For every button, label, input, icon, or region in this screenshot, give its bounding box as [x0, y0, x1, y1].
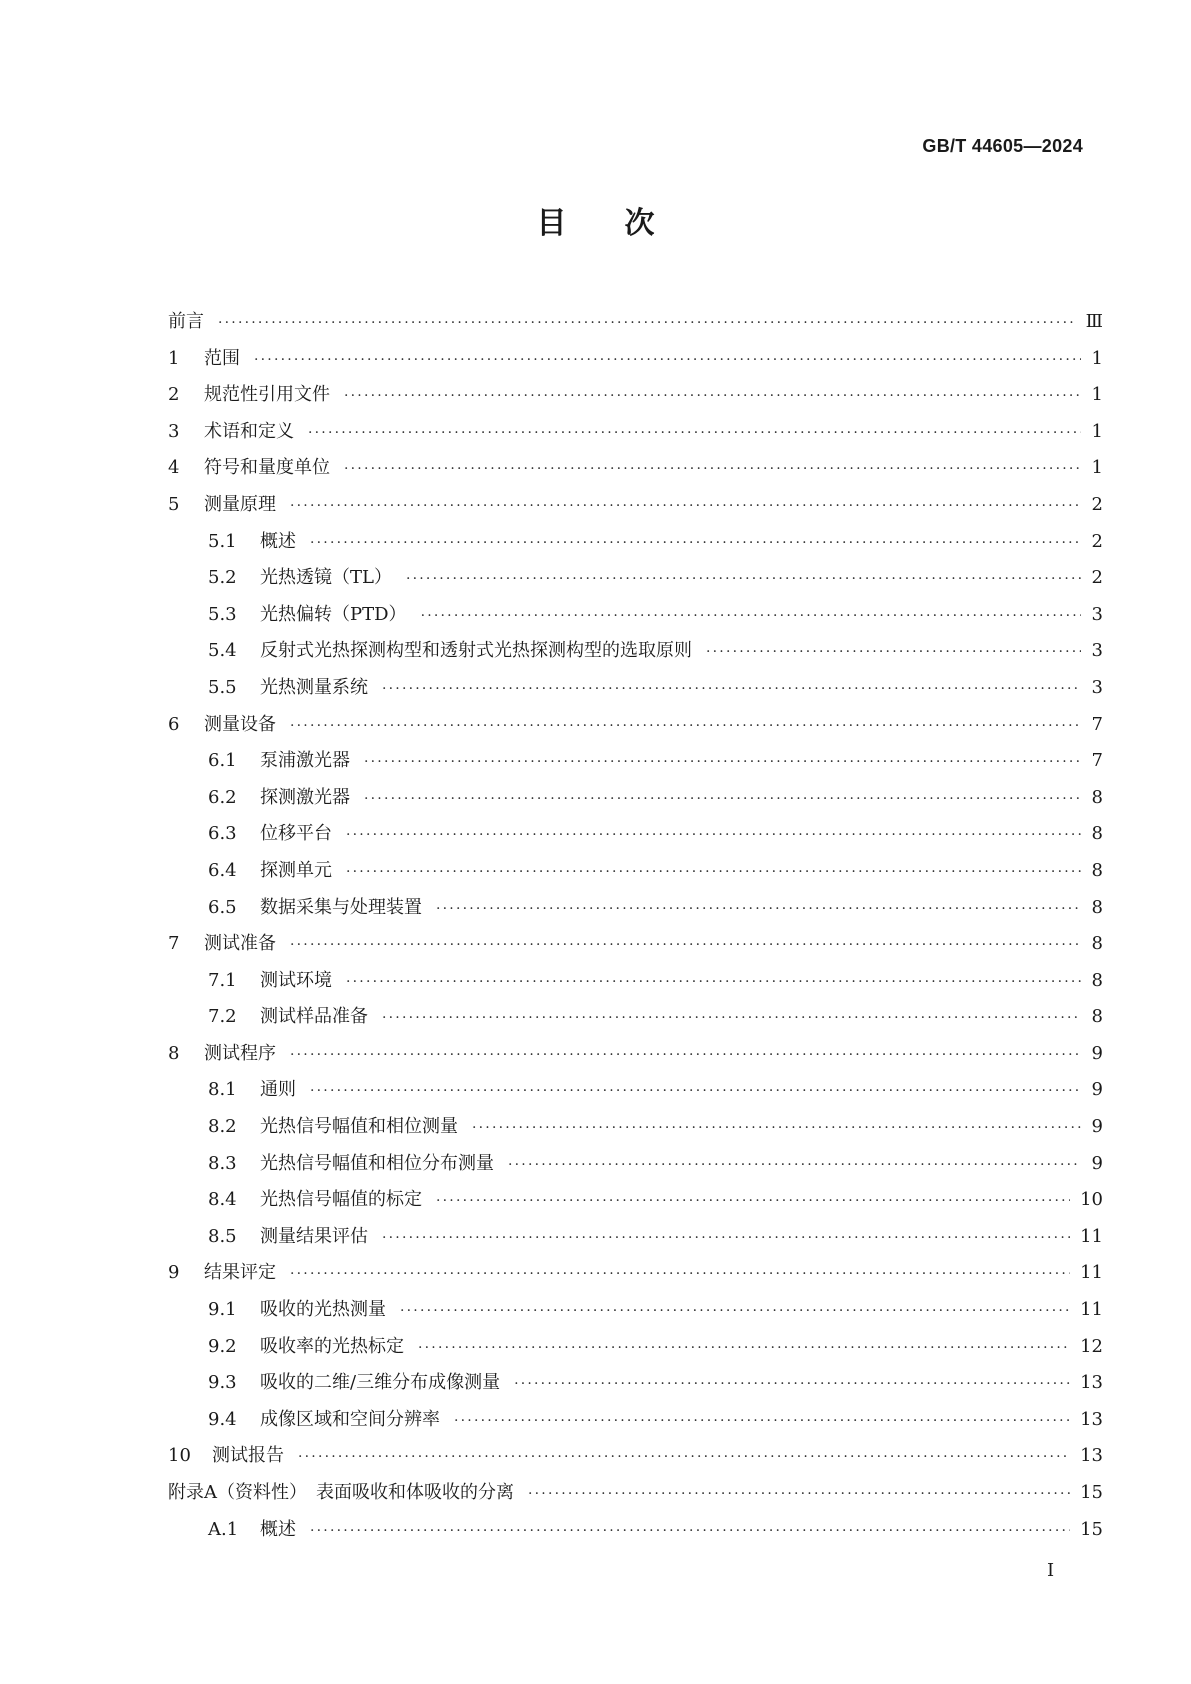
toc-dot-leader — [514, 1366, 1070, 1403]
toc-entry-page: 13 — [1080, 1372, 1103, 1394]
toc-entry[interactable] — [168, 377, 1103, 414]
toc-entry-title: 规范性引用文件 — [204, 384, 330, 406]
toc-entry-number: 7.1 — [208, 969, 237, 991]
toc-entry[interactable] — [168, 1329, 1103, 1366]
toc-entry-page: 12 — [1080, 1335, 1103, 1357]
toc-dot-leader — [290, 708, 1081, 745]
toc-entry-title: 测试报告 — [212, 1445, 284, 1467]
toc-dot-leader — [290, 1256, 1070, 1293]
toc-entry[interactable] — [168, 1512, 1103, 1549]
toc-entry-page: 15 — [1080, 1482, 1103, 1503]
toc-entry-title: 反射式光热探测构型和透射式光热探测构型的选取原则 — [260, 640, 692, 662]
toc-dot-leader — [346, 964, 1081, 1001]
toc-entry-title: 泵浦激光器 — [260, 750, 350, 772]
toc-entry[interactable] — [168, 890, 1103, 927]
toc-dot-leader — [344, 378, 1081, 415]
toc-dot-leader — [454, 1403, 1070, 1440]
toc-entry-number: 6.3 — [208, 823, 237, 845]
standard-code: GB/T 44605—2024 — [922, 136, 1083, 156]
toc-dot-leader — [421, 598, 1081, 635]
toc-entry-number: 5.1 — [208, 530, 237, 552]
toc-entry-page: 1 — [1091, 347, 1103, 369]
toc-entry-page: 8 — [1091, 969, 1103, 991]
toc-entry[interactable] — [168, 341, 1103, 378]
toc-dot-leader — [310, 1073, 1081, 1110]
toc-dot-leader — [528, 1476, 1070, 1513]
toc-entry-page: 3 — [1091, 676, 1103, 698]
toc-dot-leader — [254, 342, 1081, 379]
toc-entry[interactable] — [168, 1292, 1103, 1329]
toc-entry-number: 1 — [168, 347, 180, 369]
toc-dot-leader — [290, 927, 1081, 964]
toc-dot-leader — [472, 1110, 1081, 1147]
toc-entry-number: 9.4 — [208, 1408, 237, 1430]
toc-entry-title: 吸收率的光热标定 — [260, 1335, 404, 1357]
toc-entry[interactable] — [168, 1036, 1103, 1073]
toc-entry[interactable] — [168, 487, 1103, 524]
toc-dot-leader — [508, 1147, 1081, 1184]
toc-entry-number: 5 — [168, 493, 180, 515]
toc-entry-number: 8.2 — [208, 1116, 237, 1138]
toc-entry[interactable] — [168, 1365, 1103, 1402]
toc-entry-number: 7 — [168, 933, 180, 955]
toc-entry-number: 9.1 — [208, 1299, 237, 1321]
toc-entry-number: 6.1 — [208, 750, 237, 772]
toc-entry[interactable] — [168, 1475, 1103, 1512]
toc-entry-page: 15 — [1080, 1518, 1103, 1540]
toc-dot-leader — [218, 305, 1076, 342]
toc-entry-number: 8 — [168, 1042, 180, 1064]
toc-entry-page: 8 — [1091, 786, 1103, 808]
toc-entry[interactable] — [168, 560, 1103, 597]
toc-entry-number: 8.5 — [208, 1225, 237, 1247]
toc-entry-title: 范围 — [204, 347, 240, 369]
toc-entry-number: 6.4 — [208, 859, 237, 881]
toc-entry[interactable] — [168, 999, 1103, 1036]
toc-dot-leader — [364, 744, 1081, 781]
toc-entry[interactable] — [168, 1072, 1103, 1109]
toc-entry-title: 数据采集与处理装置 — [260, 896, 422, 918]
toc-entry[interactable] — [168, 1255, 1103, 1292]
toc-entry-number: 7.2 — [208, 1006, 237, 1028]
toc-dot-leader — [706, 634, 1081, 671]
toc-dot-leader — [382, 671, 1081, 708]
toc-entry-number: 8.4 — [208, 1189, 237, 1211]
toc-entry-page: 3 — [1091, 603, 1103, 625]
toc-entry-page: Ⅲ — [1085, 311, 1103, 332]
toc-entry-title: 通则 — [260, 1079, 296, 1101]
toc-entry-title: 测试环境 — [260, 969, 332, 991]
toc-entry[interactable] — [168, 633, 1103, 670]
toc-entry-page: 9 — [1091, 1116, 1103, 1138]
toc-entry-title: 术语和定义 — [204, 420, 294, 442]
toc-dot-leader — [290, 1037, 1081, 1074]
toc-entry[interactable] — [168, 1402, 1103, 1439]
toc-entry-title: 测量结果评估 — [260, 1225, 368, 1247]
toc-entry-page: 9 — [1091, 1152, 1103, 1174]
toc-entry-title: 探测单元 — [260, 859, 332, 881]
toc-entry-number: 8.1 — [208, 1079, 237, 1101]
toc-entry-number: 5.3 — [208, 603, 237, 625]
toc-dot-leader — [436, 891, 1081, 928]
toc-entry-title: 位移平台 — [260, 823, 332, 845]
toc-entry-number: 9.3 — [208, 1372, 237, 1394]
toc-dot-leader — [400, 1293, 1070, 1330]
toc-entry-page: 8 — [1091, 933, 1103, 955]
toc-dot-leader — [308, 415, 1081, 452]
toc-entry-page: 13 — [1080, 1445, 1103, 1467]
table-of-contents — [168, 304, 1103, 1548]
toc-entry-page: 3 — [1091, 640, 1103, 662]
toc-dot-leader — [290, 488, 1081, 525]
toc-dot-leader — [310, 1513, 1070, 1550]
toc-entry-page: 7 — [1091, 750, 1103, 772]
toc-entry-title: 吸收的光热测量 — [260, 1299, 386, 1321]
toc-entry-page: 1 — [1091, 457, 1103, 479]
toc-entry[interactable] — [168, 1182, 1103, 1219]
toc-entry-page: 1 — [1091, 384, 1103, 406]
toc-entry-page: 8 — [1091, 1006, 1103, 1028]
toc-entry-page: 8 — [1091, 823, 1103, 845]
toc-entry-page: 2 — [1091, 493, 1103, 515]
toc-entry-number: 6.2 — [208, 786, 237, 808]
page-title: 目次 — [536, 206, 713, 241]
toc-entry-number: 5.5 — [208, 676, 237, 698]
toc-entry-title: 测试样品准备 — [260, 1006, 368, 1028]
toc-entry[interactable] — [168, 780, 1103, 817]
toc-entry-title: 光热透镜（TL） — [260, 567, 392, 589]
toc-entry-page: 8 — [1091, 896, 1103, 918]
toc-entry-page: 13 — [1080, 1408, 1103, 1430]
toc-dot-leader — [418, 1330, 1070, 1367]
toc-entry[interactable] — [168, 450, 1103, 487]
toc-entry[interactable] — [168, 926, 1103, 963]
toc-entry-page: 9 — [1091, 1079, 1103, 1101]
toc-entry-page: 8 — [1091, 859, 1103, 881]
toc-entry-number: 8.3 — [208, 1152, 237, 1174]
toc-dot-leader — [298, 1439, 1070, 1476]
toc-entry[interactable] — [168, 414, 1103, 451]
toc-entry[interactable] — [168, 524, 1103, 561]
toc-entry-title: 前言 — [168, 311, 204, 332]
toc-entry-number: 6.5 — [208, 896, 237, 918]
toc-entry[interactable] — [168, 816, 1103, 853]
toc-entry-number: 2 — [168, 384, 180, 406]
toc-entry-number: 5.4 — [208, 640, 237, 662]
toc-entry-title: 结果评定 — [204, 1262, 276, 1284]
toc-entry[interactable] — [168, 1219, 1103, 1256]
toc-entry-number: 9.2 — [208, 1335, 237, 1357]
toc-entry-number: 3 — [168, 420, 180, 442]
toc-entry-title: 符号和量度单位 — [204, 457, 330, 479]
toc-entry-number: 6 — [168, 713, 180, 735]
toc-entry-title: 光热测量系统 — [260, 676, 368, 698]
toc-entry[interactable] — [168, 707, 1103, 744]
toc-dot-leader — [344, 451, 1081, 488]
toc-entry-title: 测试程序 — [204, 1042, 276, 1064]
toc-entry[interactable] — [168, 1146, 1103, 1183]
toc-entry-page: 11 — [1080, 1262, 1103, 1284]
toc-dot-leader — [406, 561, 1081, 598]
toc-entry-number: 4 — [168, 457, 180, 479]
toc-entry-title: 测量设备 — [204, 713, 276, 735]
toc-entry-page: 2 — [1091, 530, 1103, 552]
toc-entry-title: 概述 — [260, 1518, 296, 1540]
toc-entry-page: 7 — [1091, 713, 1103, 735]
toc-entry-title: 附录A（资料性） 表面吸收和体吸收的分离 — [168, 1482, 514, 1503]
toc-entry-page: 11 — [1080, 1225, 1103, 1247]
toc-dot-leader — [346, 817, 1081, 854]
toc-entry[interactable] — [168, 743, 1103, 780]
toc-entry-number: 5.2 — [208, 567, 237, 589]
toc-entry-number: A.1 — [208, 1518, 239, 1540]
toc-dot-leader — [382, 1220, 1070, 1257]
toc-entry-title: 吸收的二维/三维分布成像测量 — [260, 1372, 501, 1394]
toc-entry[interactable] — [168, 853, 1103, 890]
toc-entry-title: 测量原理 — [204, 493, 276, 515]
toc-entry[interactable] — [168, 1109, 1103, 1146]
toc-dot-leader — [310, 525, 1081, 562]
toc-dot-leader — [346, 854, 1081, 891]
toc-entry-title: 光热信号幅值和相位测量 — [260, 1116, 458, 1138]
toc-entry[interactable] — [168, 963, 1103, 1000]
toc-entry-title: 光热偏转（PTD） — [260, 603, 407, 625]
toc-entry-number: 9 — [168, 1262, 180, 1284]
toc-entry[interactable] — [168, 670, 1103, 707]
toc-entry-page: 11 — [1080, 1299, 1103, 1321]
toc-dot-leader — [364, 781, 1081, 818]
toc-entry[interactable] — [168, 304, 1103, 341]
toc-entry-title: 测试准备 — [204, 933, 276, 955]
toc-entry[interactable] — [168, 597, 1103, 634]
toc-entry-page: 9 — [1091, 1042, 1103, 1064]
toc-entry[interactable] — [168, 1438, 1103, 1475]
toc-entry-title: 探测激光器 — [260, 786, 350, 808]
toc-entry-page: 10 — [1080, 1189, 1103, 1211]
toc-entry-title: 光热信号幅值的标定 — [260, 1189, 422, 1211]
toc-dot-leader — [382, 1000, 1081, 1037]
page-number: I — [1047, 1560, 1055, 1581]
toc-entry-number: 10 — [168, 1445, 191, 1467]
toc-dot-leader — [436, 1183, 1070, 1220]
toc-entry-page: 2 — [1091, 567, 1103, 589]
toc-entry-title: 概述 — [260, 530, 296, 552]
toc-entry-title: 光热信号幅值和相位分布测量 — [260, 1152, 494, 1174]
toc-entry-page: 1 — [1091, 420, 1103, 442]
toc-entry-title: 成像区域和空间分辨率 — [260, 1408, 440, 1430]
